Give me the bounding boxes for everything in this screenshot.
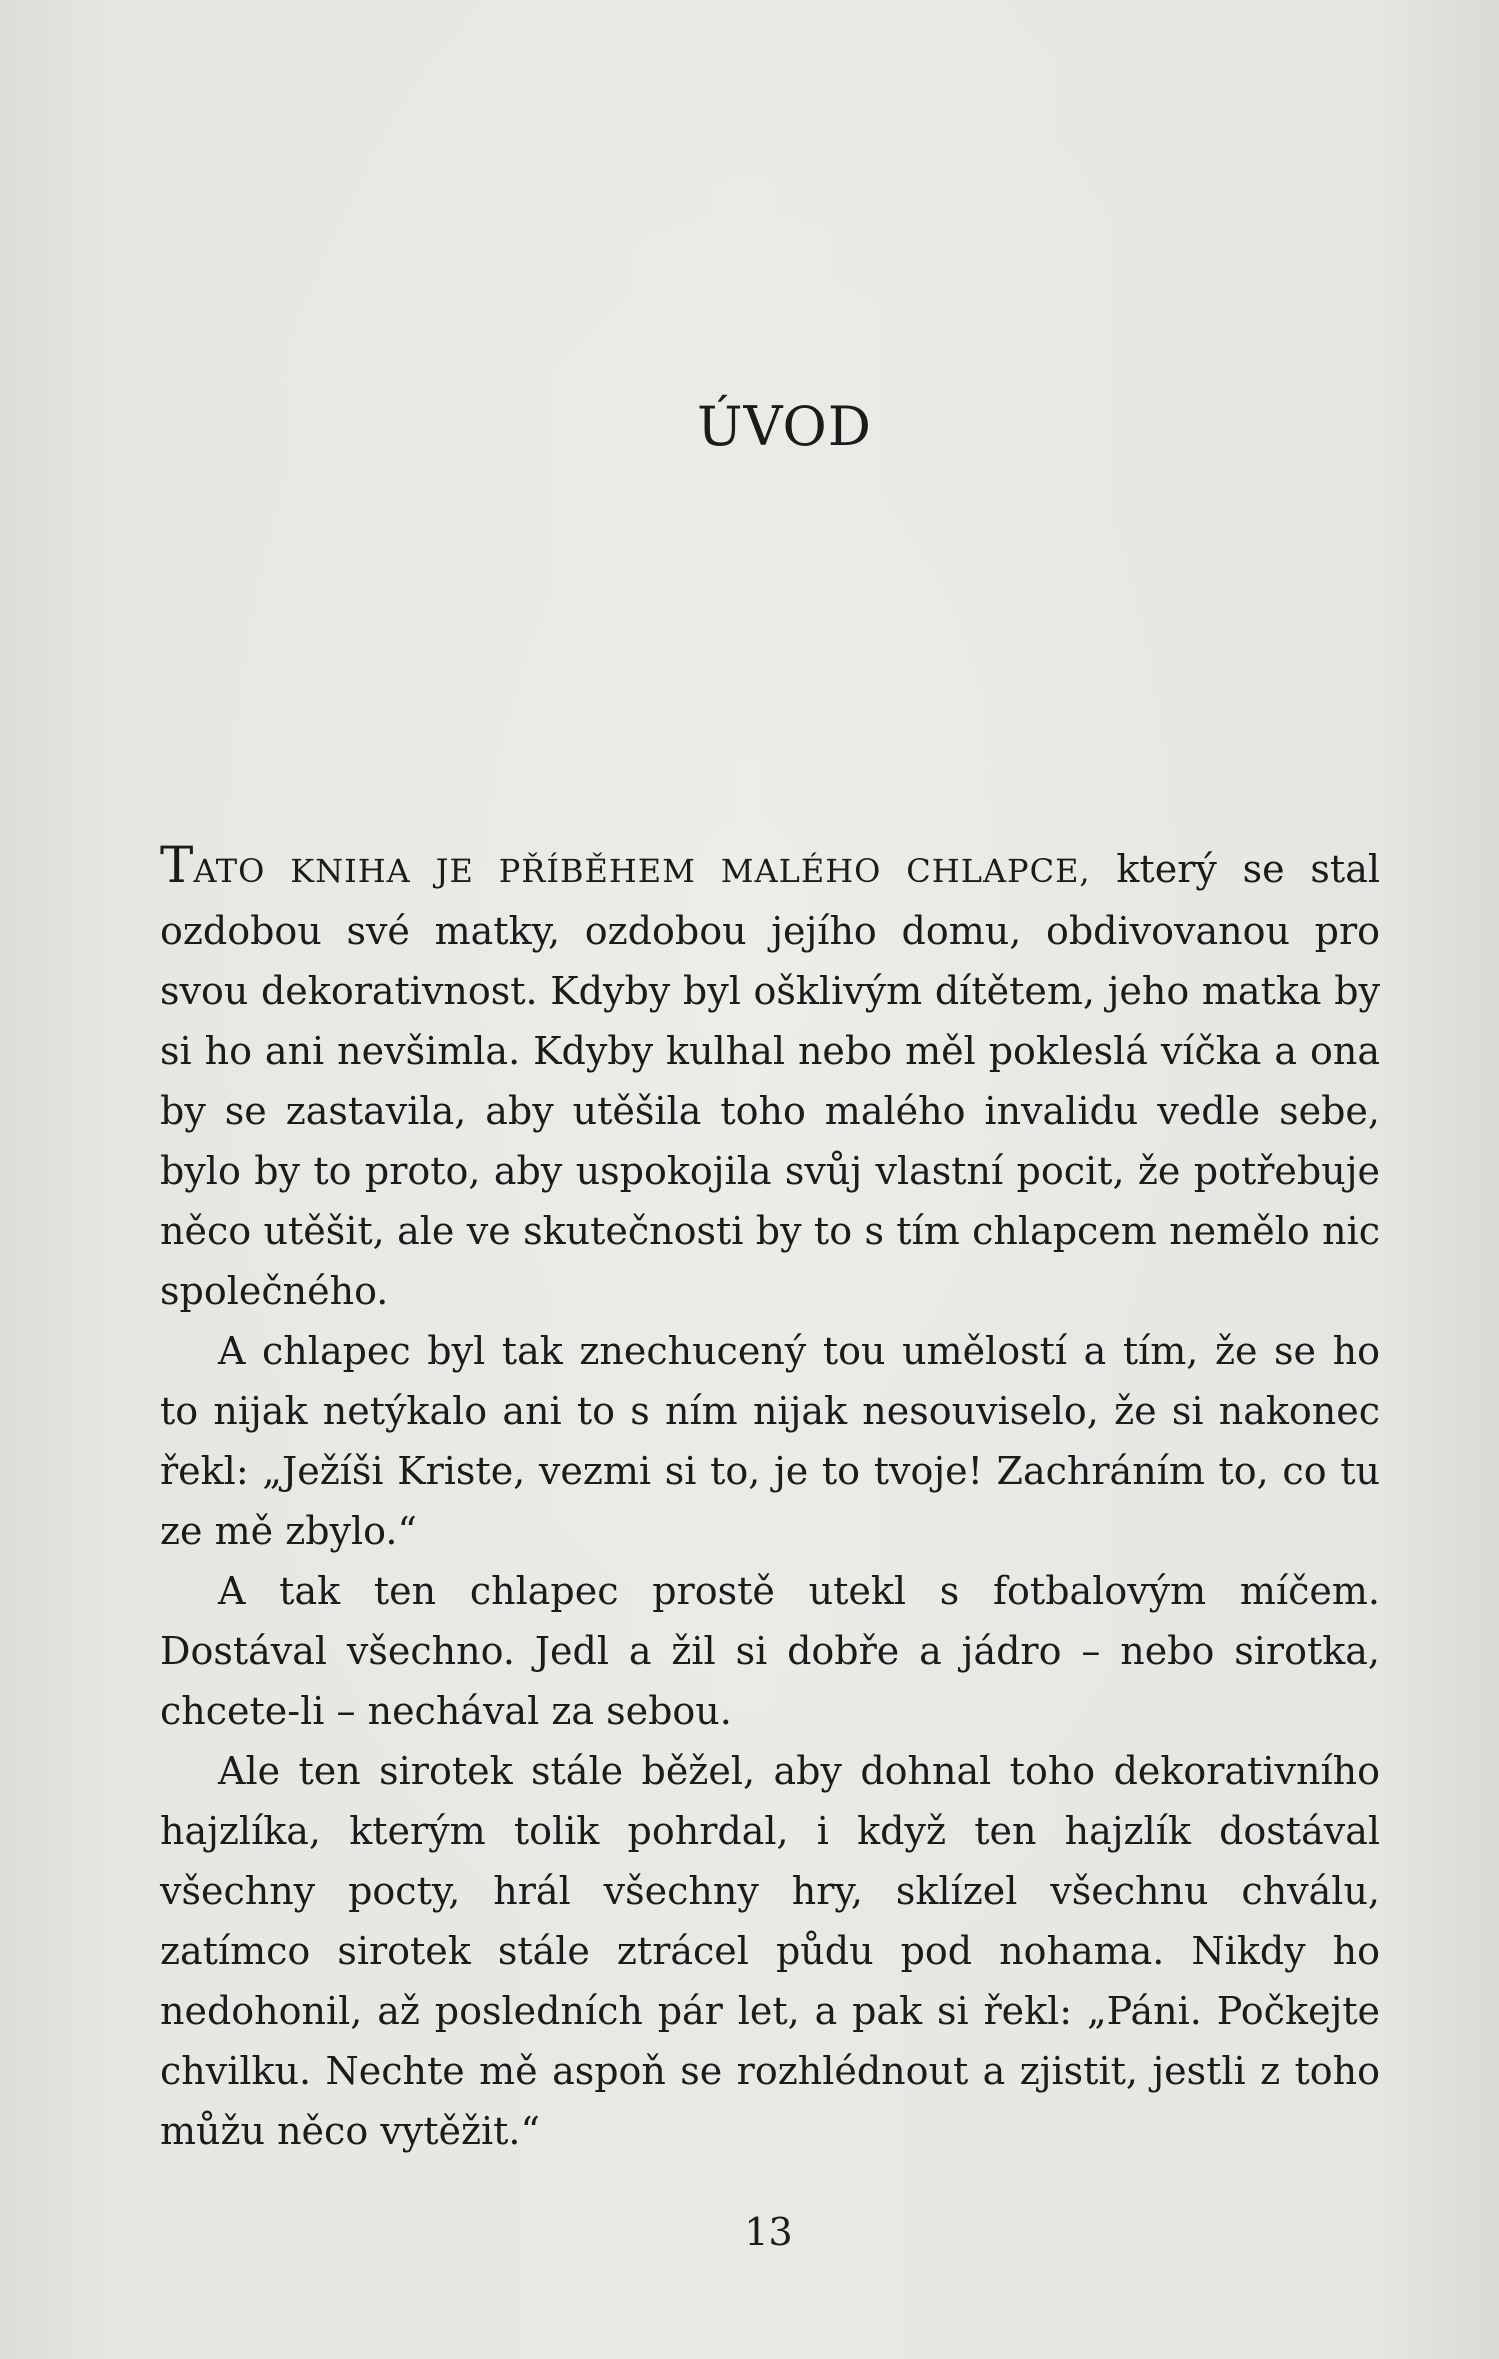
chapter-title: ÚVOD — [696, 395, 873, 458]
chapter-body — [160, 835, 1380, 2161]
paragraph: Ale ten sirotek stále běžel, aby dohnal toho dekorativního hajzlíka, kterým tolik pohrdal, i když ten hajzlík dostával všechny pocty, hrál všechny hry, sklízel všechnu chválu, zatímco sirotek stále ztrácel půdu pod nohama. Nikdy ho nedohonil, až posledních pár let, a pak si řekl: „Páni. Počkejte chvilku. Nechte mě aspoň se rozhlédnout a zjistit, jestli z toho můžu něco vytěžit.“ — [160, 1749, 1380, 2153]
lead-small-caps: ATO KNIHA JE PŘÍBĚHEM MALÉHO CHLAPCE, — [193, 852, 1091, 890]
lead-capital: T — [160, 836, 194, 894]
paragraph: A chlapec byl tak znechucený tou umělostí a tím, že se ho to nijak netýkalo ani to s ním nijak nesouviselo, že si nakonec řekl: „Ježíši Kriste, vezmi si to, je to tvoje! Zachráním to, co tu ze mě zbylo.“ — [160, 1329, 1380, 1553]
page-number: 13 — [744, 2210, 793, 2254]
opening-paragraph — [160, 835, 1380, 1321]
paragraph: A tak ten chlapec prostě utekl s fotbalovým míčem. Dostával všechno. Jedl a žil si dobře a jádro – nebo sirotka, chcete-li – nechával za sebou. — [160, 1569, 1380, 1733]
opening-paragraph-text: který se stal ozdobou své matky, ozdobou jejího domu, obdivovanou pro svou dekorativnost. Kdyby byl ošklivým dítětem, jeho matka by si ho ani nevšimla. Kdyby kulhal nebo měl pokleslá víčka a ona by se zastavila, aby utěšila toho malého invalidu vedle sebe, bylo by to proto, aby uspokojila svůj vlastní pocit, že potřebuje něco utěšit, ale ve skutečnosti by to s tím chlapcem nemělo nic společného. — [160, 847, 1380, 1313]
